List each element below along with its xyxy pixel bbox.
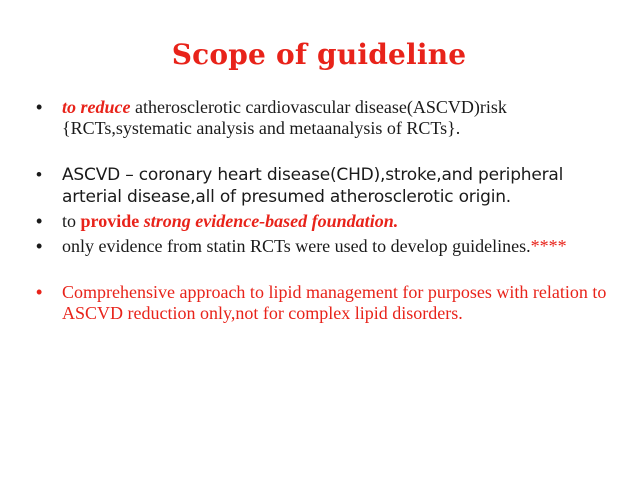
bullet-item-provide (36, 211, 616, 232)
bullet-emphasis: to reduce (62, 97, 131, 117)
bullet-red-asterisks: **** (530, 236, 567, 256)
bullet-dot: • (36, 211, 43, 231)
bullet-item-ascvd (36, 164, 616, 208)
bullet-list (36, 97, 616, 324)
bullet-bold-italic-foundation: strong evidence-based foundation. (143, 211, 399, 231)
bullet-item-statin (36, 236, 616, 257)
bullet-prefix: to (62, 211, 81, 231)
bullet-text: ASCVD – coronary heart disease(CHD),stroke,and peripheral arterial disease,all of presumed atherosclerotic origin. (62, 165, 564, 207)
slide-title: Scope of guideline (171, 38, 467, 71)
bullet-dot: • (36, 282, 43, 302)
bullet-dot: • (36, 97, 43, 117)
bullet-text: atherosclerotic cardiovascular disease(ASCVD)risk {RCTs,systematic analysis and metaanalysis of RCTs}. (62, 97, 507, 138)
bullet-dot: • (36, 236, 43, 256)
bullet-text: only evidence from statin RCTs were used to develop guidelines. (62, 236, 531, 256)
bullet-item-comprehensive (36, 282, 616, 324)
bullet-dot: • (36, 165, 42, 184)
bullet-item-reduce (36, 97, 616, 139)
bullet-text: Comprehensive approach to lipid management for purposes with relation to ASCVD reduction only,not for complex lipid disorders. (62, 282, 607, 323)
bullet-bold-provide: provide (80, 211, 140, 231)
